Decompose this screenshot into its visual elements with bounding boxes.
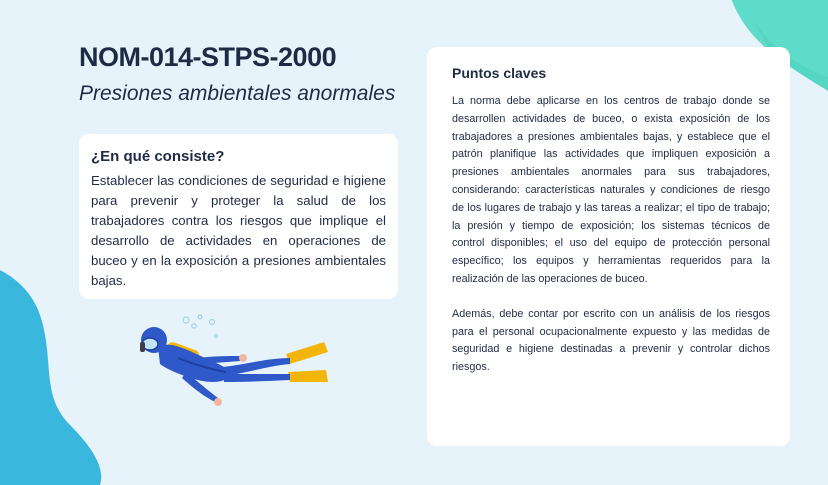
- definition-text: Establecer las condiciones de seguridad e higiene para prevenir y proteger la salud de los trabajadores contra los riesgos que implique el desarrollo de actividades en operaciones de buceo y en la exposición a presiones ambientales bajas.: [91, 173, 386, 288]
- key-points-heading: Puntos claves: [452, 65, 547, 81]
- page-title: NOM-014-STPS-2000: [79, 42, 337, 72]
- definition-heading: ¿En qué consiste?: [91, 148, 225, 165]
- scuba-diver-icon: [128, 312, 333, 412]
- key-points-card: [427, 47, 790, 446]
- definition-card: [79, 134, 398, 299]
- page-subtitle: Presiones ambientales anormales: [79, 82, 396, 105]
- key-points-paragraph-1: La norma debe aplicarse en los centros de trabajo donde se desarrollen actividades de buceo, o exista exposición de los trabajadores a presiones ambientales bajas, y establece que el patrón planifique las actividades que impliquen exposición a presiones ambientales anormales para sus trabajadores, considerando: características naturales y condiciones de riesgo de los lugares de trabajo y las tareas a realizar; el tipo de trabajo; la presión y tiempo de exposición; los sistemas técnicos de control disponibles; el uso del equipo de protección personal específico; los equipos y herramientas requeridos para la realización de las operaciones de buceo.: [452, 95, 770, 285]
- key-points-paragraph-2: Además, debe contar por escrito con un análisis de los riesgos para el personal ocupacionalmente expuesto y las medidas de seguridad e higiene destinadas a prevenir y controlar dichos riesgos.: [452, 307, 770, 374]
